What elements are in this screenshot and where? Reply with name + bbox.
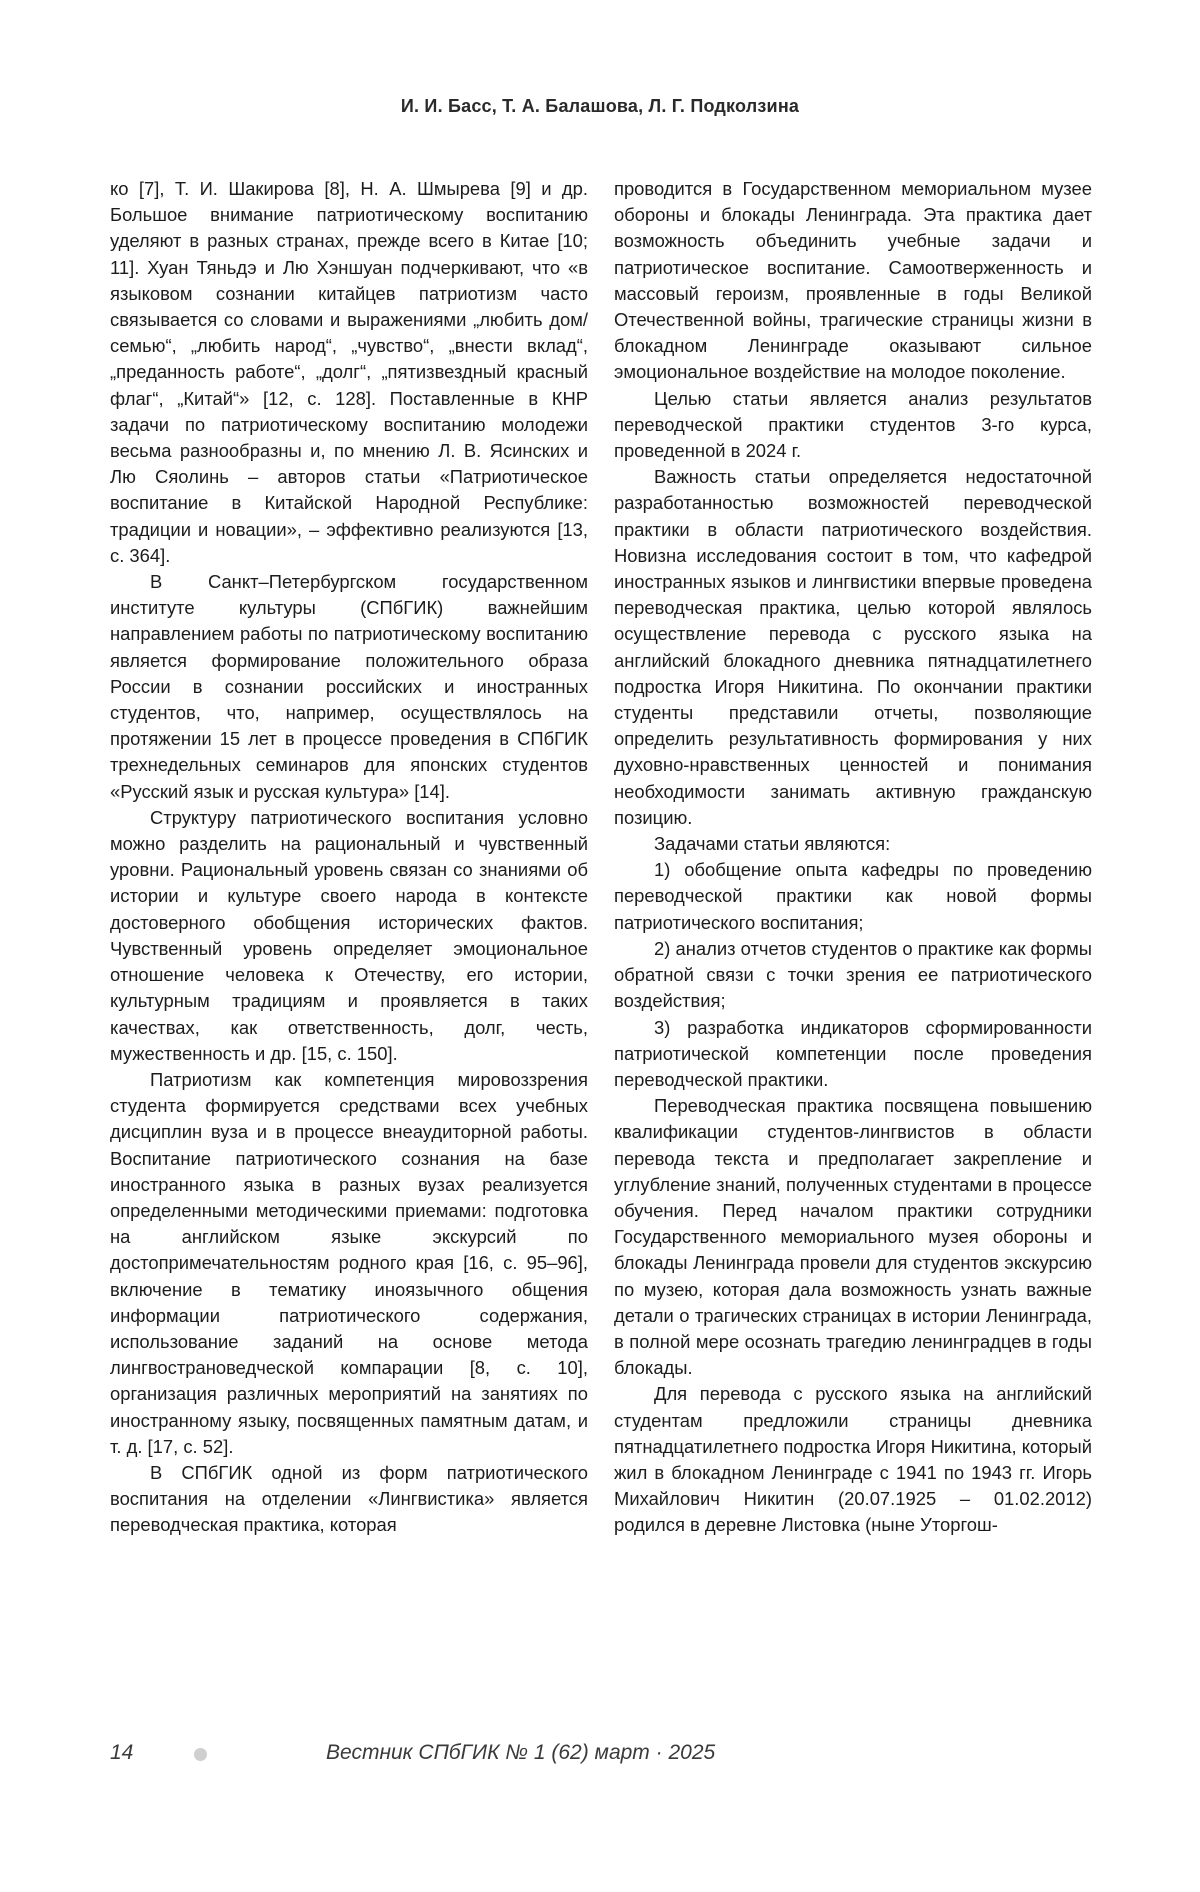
paragraph: Задачами статьи являются: (654, 833, 891, 855)
paragraph: Патриотизм как компетенция мировоззрения студента формируется средствами всех учебных дисциплин вуза и в процессе внеаудиторной работы. Воспитание патриотического сознания на базе иностранного языка в разных вузах реализуется определенными методическими приемами: подготовка на английском языке экскурсий по достопримечательностям родного края [16, с. 95–96], включение в тематику иноязычного общения информации патриотического содержания, использование заданий на основе метода лингвострановедческой компарации [8, с. 10], организация различных мероприятий на занятиях по иностранному языку, посвященных памятным датам, и т. д. [17, с. 52]. (110, 1068, 588, 1457)
paragraph: В СПбГИК одной из форм патриотического воспитания на отделении «Лингвистика» является переводческая практика, которая (110, 1461, 588, 1536)
page-footer (110, 1741, 1090, 1771)
running-header-authors: И. И. Басс, Т. А. Балашова, Л. Г. Подколзина (400, 96, 800, 116)
page-number: 14 (110, 1741, 134, 1764)
left-text-column (110, 176, 588, 1539)
list-item: 2) анализ отчетов студентов о практике как формы обратной связи с точки зрения ее патриотического воздействия; (614, 937, 1092, 1012)
paragraph: ко [7], Т. И. Шакирова [8], Н. А. Шмырева [9] и др. Большое внимание патриотическому воспитанию уделяют в разных странах, прежде всего в Китае [10; 11]. Хуан Тяньдэ и Лю Хэншуан подчеркивают, что «в языковом сознании китайцев патриотизм часто связывается со словами и выражениями „любить дом/семью“, „любить народ“, „чувство“, „внести вклад“, „преданность работе“, „долг“, „пятизвездный красный флаг“, „Китай“» [12, с. 128]. Поставленные в КНР задачи по патриотическому воспитанию молодежи весьма разнообразны и, по мнению Л. В. Ясинских и Лю Сяолинь – авторов статьи «Патриотическое воспитание в Китайской Народной Республике: традиции и новации», – эффективно реализуются [13, с. 364]. (110, 178, 588, 566)
paragraph: В Санкт–Петербургском государственном институте культуры (СПбГИК) важнейшим направлением работы по патриотическому воспитанию является формирование положительного образа России в сознании российских и иностранных студентов, что, например, осуществлялось на протяжении 15 лет в процессе проведения в СПбГИК трехнедельных семинаров для японских студентов «Русский язык и русская культура» [14]. (110, 571, 588, 802)
list-item: 1) обобщение опыта кафедры по проведению переводческой практики как новой формы патриотического воспитания; (614, 859, 1092, 933)
paragraph: Структуру патриотического воспитания условно можно разделить на рациональный и чувственный уровни. Рациональный уровень связан со знаниями об истории и культуре своего народа в контексте достоверного обобщения исторических фактов. Чувственный уровень определяет эмоциональное отношение человека к Отечеству, его истории, культурным традициям и проявляется в таких качествах, как ответственность, долг, честь, мужественность и др. [15, с. 150]. (110, 806, 588, 1064)
paragraph: Переводческая практика посвящена повышению квалификации студентов-лингвистов в области перевода текста и предполагает закрепление и углубление знаний, полученных студентами в процессе обучения. Перед началом практики сотрудники Государственного мемориального музея обороны и блокады Ленинграда провели для студентов экскурсию по музею, которая дала возможность узнать важные детали о трагических страницах в истории Ленинграда, в полной мере осознать трагедию ленинградцев в годы блокады. (614, 1095, 1092, 1379)
journal-title: Вестник СПбГИК № 1 (62) март · 2025 (326, 1741, 716, 1764)
paragraph: Для перевода с русского языка на английский студентам предложили страницы дневника пятнадцатилетнего подростка Игоря Никитина, который жил в блокадном Ленинграде с 1941 по 1943 гг. Игорь Михайлович Никитин (20.07.1925 – 01.02.2012) родился в деревне Листовка (ныне Уторгош- (614, 1383, 1092, 1536)
paragraph: Целью статьи является анализ результатов переводческой практики студентов 3-го курса, проведенной в 2024 г. (614, 387, 1092, 462)
right-text-column (614, 176, 1092, 1539)
bullet-dot-icon (194, 1748, 207, 1761)
paragraph: проводится в Государственном мемориальном музее обороны и блокады Ленинграда. Эта практика дает возможность объединить учебные задачи и патриотическое воспитание. Самоотверженность и массовый героизм, проявленные в годы Великой Отечественной войны, трагические страницы жизни в блокадном Ленинграде оказывают сильное эмоциональное воздействие на молодое поколение. (614, 178, 1092, 383)
list-item: 3) разработка индикаторов сформированности патриотической компетенции после проведения переводческой практики. (614, 1016, 1092, 1090)
paragraph: Важность статьи определяется недостаточной разработанностью возможностей переводческой практики в области патриотического воздействия. Новизна исследования состоит в том, что кафедрой иностранных языков и лингвистики впервые проведена переводческая практика, целью которой являлось осуществление перевода с русского языка на английский блокадного дневника пятнадцатилетнего подростка Игоря Никитина. По окончании практики студенты представили отчеты, позволяющие определить результативность формирования у них духовно-нравственных ценностей и понимания необходимости занимать активную гражданскую позицию. (614, 466, 1092, 828)
